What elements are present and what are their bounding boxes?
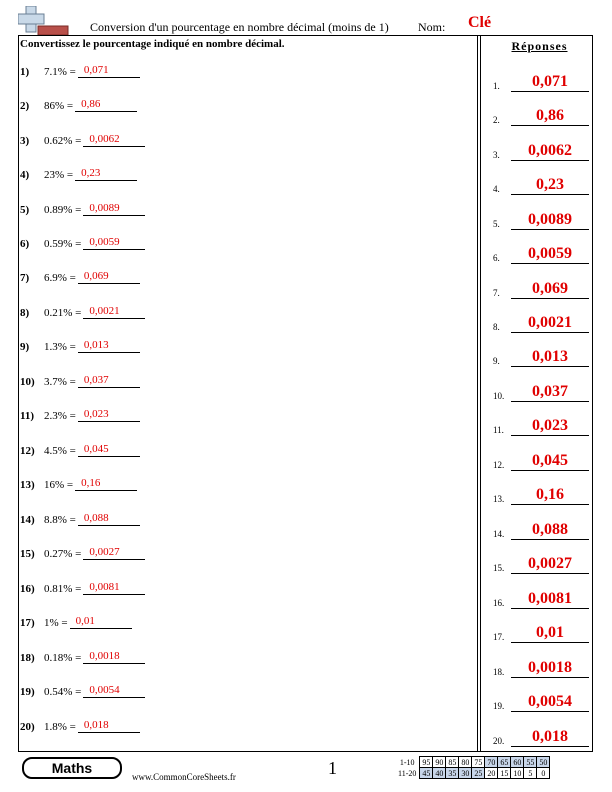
answer-number: 17. <box>493 632 505 642</box>
problem-question: 7.1% = <box>44 66 76 78</box>
problem-item <box>20 165 137 181</box>
problem-answer-blank: 0,071 <box>78 64 140 78</box>
problem-item <box>20 96 137 112</box>
answer-item <box>493 656 589 678</box>
score-cell: 55 <box>524 757 537 768</box>
problem-answer-blank: 0,037 <box>78 374 140 388</box>
answer-item <box>493 449 589 471</box>
problem-number: 10) <box>20 376 35 388</box>
problem-item <box>20 579 145 595</box>
score-cell: 50 <box>537 757 550 768</box>
problem-question: 0.89% = <box>44 204 82 216</box>
problem-question: 0.59% = <box>44 238 82 250</box>
answer-value: 0,023 <box>511 417 589 436</box>
score-cell: 75 <box>472 757 485 768</box>
answer-value: 0,23 <box>511 176 589 195</box>
problem-item <box>20 303 145 319</box>
answer-item <box>493 173 589 195</box>
score-cell: 85 <box>446 757 459 768</box>
answers-title: Réponses <box>511 39 568 53</box>
score-row <box>396 768 550 779</box>
score-cell: 35 <box>446 768 459 779</box>
answer-number: 2. <box>493 115 500 125</box>
score-cell: 60 <box>511 757 524 768</box>
answer-value: 0,088 <box>511 521 589 540</box>
problem-number: 14) <box>20 514 35 526</box>
answer-value: 0,0081 <box>511 590 589 609</box>
answer-value: 0,0027 <box>511 555 589 574</box>
problem-item <box>20 613 132 629</box>
score-cell: 10 <box>511 768 524 779</box>
answer-number: 20. <box>493 736 505 746</box>
problem-item <box>20 717 140 733</box>
problem-number: 20) <box>20 721 35 733</box>
answer-item <box>493 518 589 540</box>
problem-item <box>20 510 140 526</box>
answer-item <box>493 690 589 712</box>
answer-value: 0,013 <box>511 348 589 367</box>
problem-answer-blank: 0,0021 <box>83 305 145 319</box>
problem-number: 12) <box>20 445 35 457</box>
answer-number: 3. <box>493 150 500 160</box>
worksheet-title: Conversion d'un pourcentage en nombre décimal (moins de 1) <box>90 20 389 34</box>
problem-number: 19) <box>20 686 35 698</box>
problem-answer-blank: 0,0059 <box>83 236 145 250</box>
problem-number: 11) <box>20 410 35 422</box>
answer-item <box>493 414 589 436</box>
score-row <box>396 757 550 768</box>
answer-item <box>493 345 589 367</box>
page-number: 1 <box>328 758 337 778</box>
answer-number: 16. <box>493 598 505 608</box>
answer-value: 0,018 <box>511 728 589 747</box>
answer-item <box>493 725 589 747</box>
problem-answer-blank: 0,0089 <box>83 202 145 216</box>
answer-value: 0,0018 <box>511 659 589 678</box>
problem-question: 86% = <box>44 100 74 112</box>
answer-number: 8. <box>493 322 500 332</box>
answer-value: 0,01 <box>511 624 589 643</box>
problem-item <box>20 406 140 422</box>
problem-item <box>20 475 137 491</box>
score-cell: 30 <box>459 768 472 779</box>
score-cell: 95 <box>420 757 433 768</box>
answer-number: 6. <box>493 253 500 263</box>
problem-item <box>20 337 140 353</box>
problem-item <box>20 268 140 284</box>
problem-question: 6.9% = <box>44 272 76 284</box>
problem-answer-blank: 0,088 <box>78 512 140 526</box>
problem-item <box>20 62 140 78</box>
answer-value: 0,16 <box>511 486 589 505</box>
problem-number: 6) <box>20 238 30 250</box>
answer-item <box>493 70 589 92</box>
score-cell: 0 <box>537 768 550 779</box>
answer-item <box>493 483 589 505</box>
score-cell: 90 <box>433 757 446 768</box>
answer-value: 0,0021 <box>511 314 589 333</box>
problem-question: 16% = <box>44 479 74 491</box>
problem-answer-blank: 0,23 <box>75 167 137 181</box>
answer-item <box>493 621 589 643</box>
problem-question: 0.62% = <box>44 135 82 147</box>
problem-number: 15) <box>20 548 35 560</box>
answer-value: 0,0059 <box>511 245 589 264</box>
score-cell: 45 <box>420 768 433 779</box>
answer-value: 0,86 <box>511 107 589 126</box>
problem-question: 1.8% = <box>44 721 76 733</box>
answer-number: 5. <box>493 219 500 229</box>
problem-item <box>20 441 140 457</box>
score-cell: 40 <box>433 768 446 779</box>
problem-question: 3.7% = <box>44 376 76 388</box>
problem-answer-blank: 0,86 <box>75 98 137 112</box>
problem-question: 8.8% = <box>44 514 76 526</box>
problem-question: 23% = <box>44 169 74 181</box>
name-label: Nom: <box>418 20 446 34</box>
answer-number: 14. <box>493 529 505 539</box>
answer-item <box>493 587 589 609</box>
score-table <box>396 756 550 779</box>
problem-answer-blank: 0,0054 <box>83 684 145 698</box>
problem-answer-blank: 0,0027 <box>83 546 145 560</box>
problem-question: 0.27% = <box>44 548 82 560</box>
answer-value: 0,069 <box>511 280 589 299</box>
problem-question: 1.3% = <box>44 341 76 353</box>
problem-number: 3) <box>20 135 30 147</box>
problem-number: 7) <box>20 272 30 284</box>
problem-item <box>20 372 140 388</box>
problem-number: 17) <box>20 617 35 629</box>
name-value: Clé <box>468 14 492 31</box>
problem-number: 8) <box>20 307 30 319</box>
problem-answer-blank: 0,0018 <box>83 650 145 664</box>
answer-number: 4. <box>493 184 500 194</box>
answer-number: 11. <box>493 425 504 435</box>
answer-item <box>493 208 589 230</box>
score-cell: 5 <box>524 768 537 779</box>
score-row-label: 11-20 <box>398 768 417 778</box>
problem-answer-blank: 0,023 <box>78 408 140 422</box>
problem-number: 2) <box>20 100 30 112</box>
answer-value: 0,071 <box>511 73 589 92</box>
problem-question: 0.81% = <box>44 583 82 595</box>
answer-value: 0,0062 <box>511 142 589 161</box>
problem-answer-blank: 0,018 <box>78 719 140 733</box>
answer-item <box>493 311 589 333</box>
problem-answer-blank: 0,013 <box>78 339 140 353</box>
problem-number: 4) <box>20 169 30 181</box>
column-divider <box>477 35 481 752</box>
problem-answer-blank: 0,01 <box>70 615 132 629</box>
subject-badge: Maths <box>22 757 122 779</box>
problem-number: 1) <box>20 66 30 78</box>
problem-item <box>20 682 145 698</box>
score-cell: 25 <box>472 768 485 779</box>
problem-item <box>20 131 145 147</box>
problem-question: 2.3% = <box>44 410 76 422</box>
answer-item <box>493 139 589 161</box>
score-cell: 65 <box>498 757 511 768</box>
problem-answer-blank: 0,16 <box>75 477 137 491</box>
problem-question: 1% = <box>44 617 68 629</box>
answer-number: 12. <box>493 460 505 470</box>
problem-number: 5) <box>20 204 30 216</box>
problem-number: 18) <box>20 652 35 664</box>
answer-value: 0,0054 <box>511 693 589 712</box>
answer-value: 0,037 <box>511 383 589 402</box>
answer-number: 19. <box>493 701 505 711</box>
problem-answer-blank: 0,069 <box>78 270 140 284</box>
problem-item <box>20 544 145 560</box>
score-cell: 70 <box>485 757 498 768</box>
score-row-label: 1-10 <box>399 757 415 767</box>
problem-question: 0.54% = <box>44 686 82 698</box>
answer-item <box>493 104 589 126</box>
answer-number: 10. <box>493 391 505 401</box>
answer-item <box>493 380 589 402</box>
problem-question: 4.5% = <box>44 445 76 457</box>
answer-number: 15. <box>493 563 505 573</box>
answer-number: 9. <box>493 356 500 366</box>
problem-answer-blank: 0,045 <box>78 443 140 457</box>
score-cell: 15 <box>498 768 511 779</box>
score-cell: 80 <box>459 757 472 768</box>
problem-item <box>20 648 145 664</box>
problem-answer-blank: 0,0062 <box>83 133 145 147</box>
answer-value: 0,0089 <box>511 211 589 230</box>
problem-answer-blank: 0,0081 <box>83 581 145 595</box>
answer-number: 7. <box>493 288 500 298</box>
site-url: www.CommonCoreSheets.fr <box>132 772 236 782</box>
problem-number: 9) <box>20 341 30 353</box>
plus-minus-logo-icon <box>18 6 70 36</box>
problem-question: 0.18% = <box>44 652 82 664</box>
problem-number: 13) <box>20 479 35 491</box>
answer-item <box>493 277 589 299</box>
answer-number: 18. <box>493 667 505 677</box>
instructions: Convertissez le pourcentage indiqué en nombre décimal. <box>20 38 285 50</box>
answer-number: 1. <box>493 81 500 91</box>
answer-value: 0,045 <box>511 452 589 471</box>
problem-item <box>20 234 145 250</box>
problem-item <box>20 200 145 216</box>
problem-number: 16) <box>20 583 35 595</box>
answer-item <box>493 552 589 574</box>
score-cell: 20 <box>485 768 498 779</box>
answer-number: 13. <box>493 494 505 504</box>
answer-item <box>493 242 589 264</box>
problem-question: 0.21% = <box>44 307 82 319</box>
